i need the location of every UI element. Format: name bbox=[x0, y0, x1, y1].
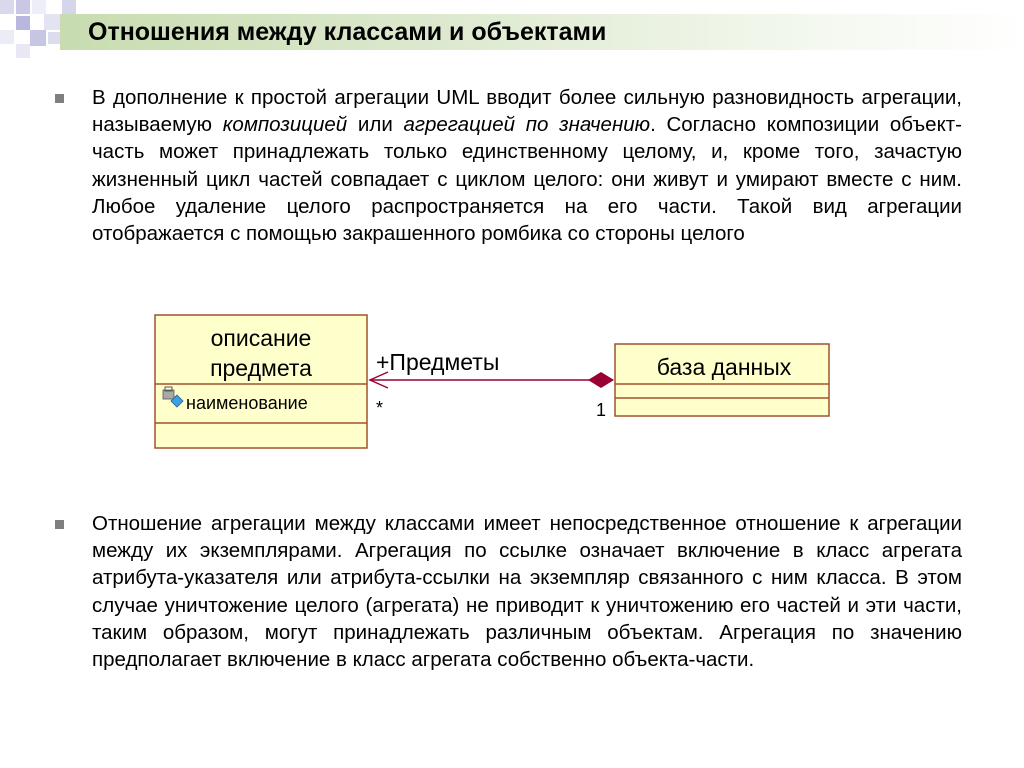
paragraph-text: . Согласно композиции объект-часть может принадлежать только единственному целому, и, кроме того, зачастую жизненный цикл частей совпадает с циклом целого: они живут и умирают вместе с ним. Любое удаление целого распространяется на его части. Такой вид агрегации отображается с помощью закрашенного ромбика со стороны целого bbox=[92, 113, 962, 246]
class-name-database: база данных bbox=[656, 354, 792, 380]
slide-title: Отношения между классами и объектами bbox=[88, 18, 607, 46]
class-name-line2: предмета bbox=[210, 355, 312, 381]
multiplicity-whole: 1 bbox=[596, 400, 607, 420]
emphasis-value-aggregation: агрегацией по значению bbox=[403, 113, 651, 137]
association-role: +Предметы bbox=[376, 349, 500, 375]
paragraph-text: Отношение агрегации между классами имеет непосредственное отношение к агрегации между их экземплярами. Агрегация по ссылке означает включение в класс агрегата атрибута-указателя или атрибута-ссылки на экземпляр связанного с ним класса. В этом случае уничтожение целого (агрегата) не приводит к уничтожению его частей и эти части, таким образом, могут принадлежать различным объектам. Агрегация по значению предполагает включение в класс агрегата собственно объекта-части. bbox=[92, 512, 962, 672]
emphasis-composition: композицией bbox=[222, 113, 348, 137]
paragraph-text: В дополнение к простой агрегации UML вводит более сильную разновидность агрегации, называемую bbox=[92, 86, 962, 137]
class-box-whole bbox=[615, 344, 829, 416]
class-attribute: наименование bbox=[186, 393, 308, 413]
multiplicity-part: * bbox=[376, 398, 384, 418]
bullet-marker bbox=[55, 94, 64, 103]
class-box-part bbox=[155, 315, 367, 448]
paragraph-text: или bbox=[347, 113, 404, 137]
bullet-marker bbox=[55, 520, 64, 529]
paragraph-aggregation bbox=[92, 510, 962, 673]
paragraph-composition bbox=[92, 84, 962, 247]
class-name-line1: описание bbox=[210, 325, 312, 351]
composition-diamond-icon bbox=[588, 372, 614, 388]
uml-composition-diagram bbox=[150, 308, 840, 458]
